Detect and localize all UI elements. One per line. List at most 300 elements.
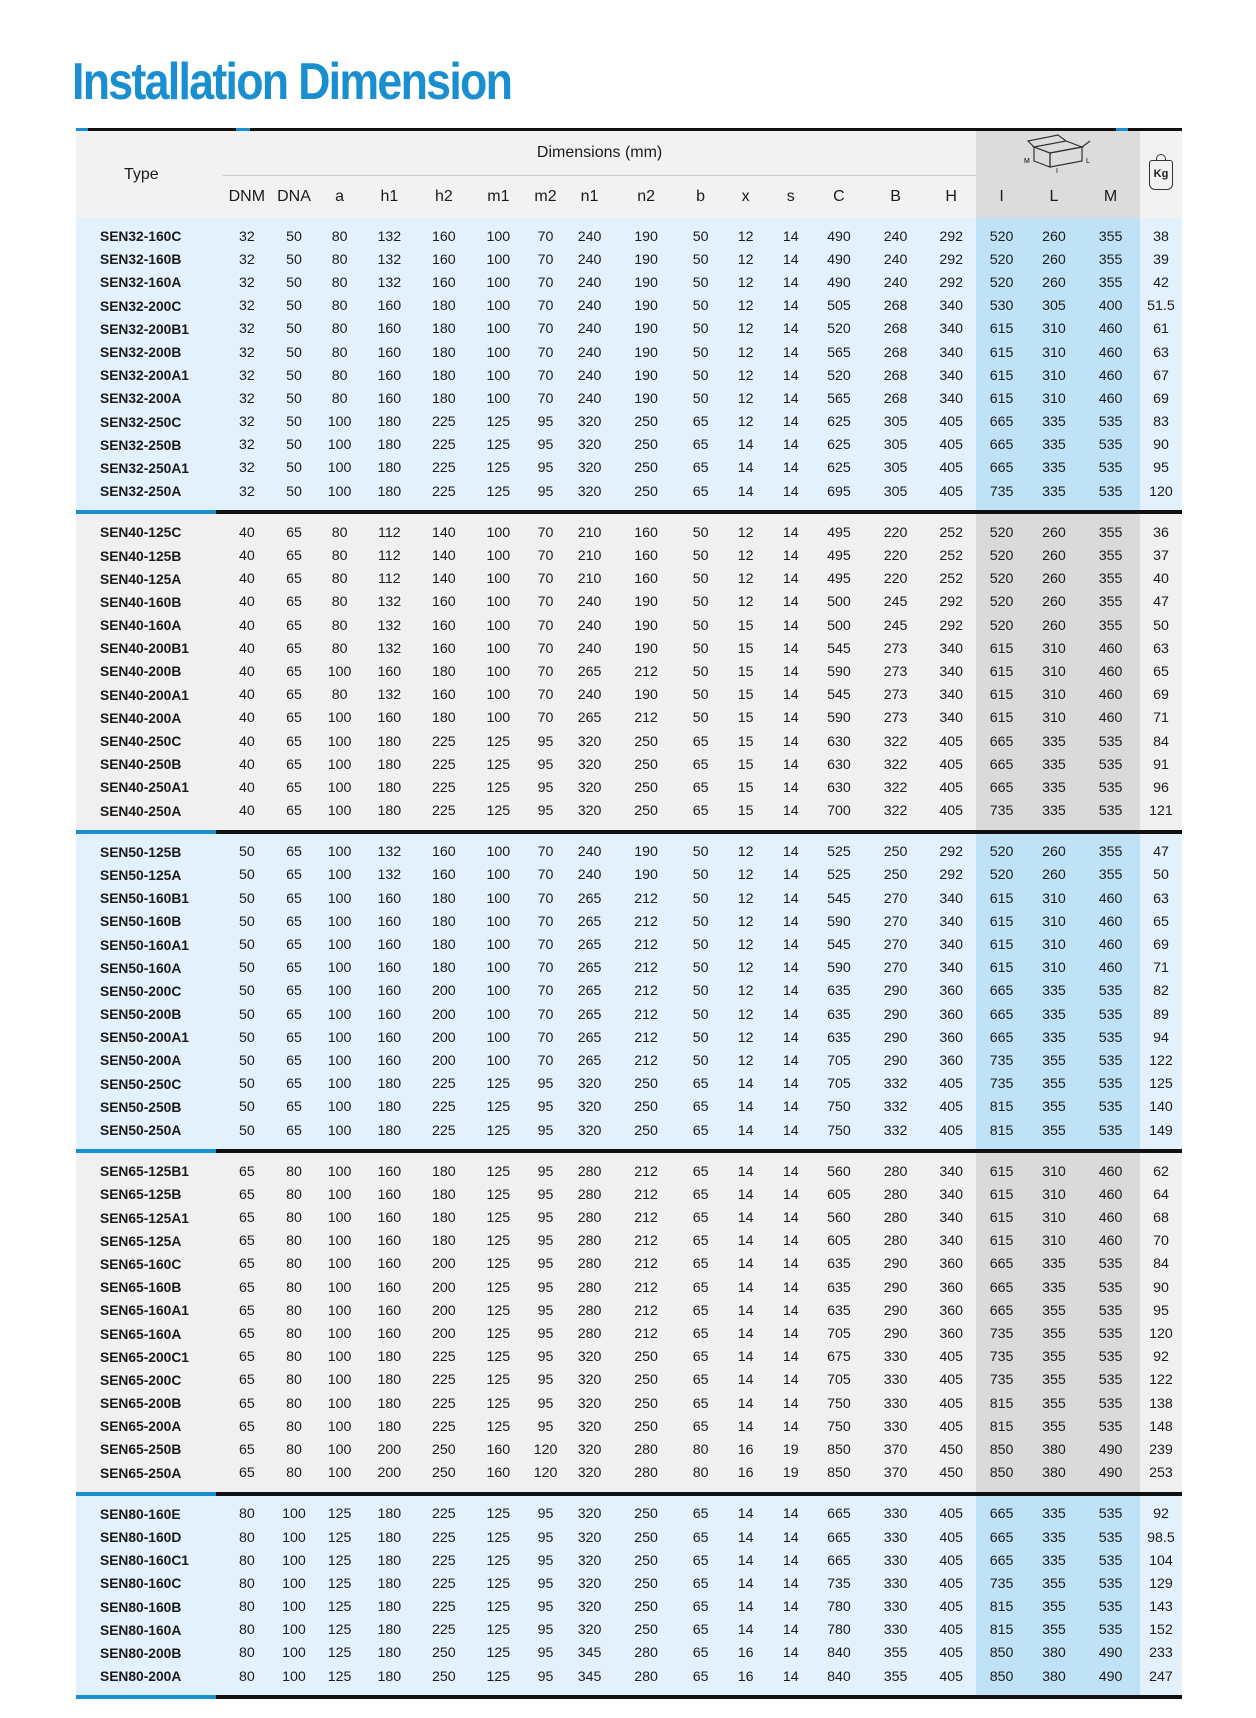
page-title: Installation Dimension: [72, 53, 512, 111]
value-cell: 95: [526, 1346, 566, 1369]
value-cell: 125: [471, 1549, 526, 1572]
value-cell: 780: [813, 1596, 865, 1619]
value-cell: 615: [976, 387, 1026, 410]
value-cell: 190: [614, 614, 679, 637]
type-cell: SEN40-160B: [76, 591, 223, 614]
value-cell: 160: [362, 1049, 417, 1072]
value-cell: 250: [614, 1596, 679, 1619]
value-cell: 70: [526, 684, 566, 707]
value-cell: 32: [223, 218, 271, 248]
value-cell: 70: [526, 514, 566, 544]
value-cell: 250: [417, 1438, 472, 1461]
value-cell: 160: [417, 248, 472, 271]
value-cell: 12: [723, 933, 769, 956]
value-cell: 265: [565, 957, 613, 980]
value-cell: 190: [614, 295, 679, 318]
value-cell: 132: [362, 834, 417, 864]
value-cell: 65: [679, 1230, 723, 1253]
value-cell: 340: [926, 684, 977, 707]
value-cell: 50: [679, 544, 723, 567]
value-cell: 520: [976, 591, 1026, 614]
table-row: [76, 411, 1182, 434]
value-cell: 40: [223, 544, 271, 567]
value-cell: 545: [813, 637, 865, 660]
value-cell: 495: [813, 544, 865, 567]
column-header: x: [723, 176, 769, 219]
value-cell: 100: [317, 980, 362, 1003]
value-cell: 225: [417, 1549, 472, 1572]
value-cell: 50: [679, 660, 723, 683]
value-cell: 405: [926, 800, 977, 830]
table-row: [76, 1026, 1182, 1049]
value-cell: 310: [1027, 933, 1082, 956]
value-cell: 490: [813, 218, 865, 248]
value-cell: 50: [679, 1026, 723, 1049]
value-cell: 132: [362, 248, 417, 271]
table-row: [76, 1665, 1182, 1695]
value-cell: 355: [1027, 1415, 1082, 1438]
value-cell: 320: [565, 776, 613, 799]
value-cell: 65: [223, 1299, 271, 1322]
value-cell: 180: [362, 1346, 417, 1369]
value-cell: 705: [813, 1073, 865, 1096]
value-cell: 80: [223, 1619, 271, 1642]
group-separator: [76, 510, 1182, 514]
value-cell: 735: [976, 480, 1026, 510]
value-cell: 80: [317, 614, 362, 637]
value-cell: 80: [271, 1230, 317, 1253]
value-cell: 160: [362, 1207, 417, 1230]
value-cell: 100: [471, 218, 526, 248]
value-cell: 100: [317, 411, 362, 434]
value-cell: 240: [565, 271, 613, 294]
column-header: h2: [417, 176, 472, 219]
value-cell: 95: [1140, 1299, 1182, 1322]
value-cell: 225: [417, 730, 472, 753]
value-cell: 265: [565, 707, 613, 730]
value-cell: 65: [679, 1496, 723, 1526]
value-cell: 735: [976, 1322, 1026, 1345]
value-cell: 320: [565, 730, 613, 753]
value-cell: 665: [976, 730, 1026, 753]
value-cell: 65: [271, 514, 317, 544]
value-cell: 12: [723, 514, 769, 544]
value-cell: 355: [1081, 614, 1140, 637]
value-cell: 840: [813, 1642, 865, 1665]
value-cell: 98.5: [1140, 1526, 1182, 1549]
type-cell: SEN65-125B1: [76, 1153, 223, 1183]
value-cell: 12: [723, 387, 769, 410]
value-cell: 190: [614, 218, 679, 248]
table-row: [76, 271, 1182, 294]
value-cell: 247: [1140, 1665, 1182, 1695]
value-cell: 95: [526, 1415, 566, 1438]
value-cell: 95: [526, 1096, 566, 1119]
value-cell: 95: [526, 1369, 566, 1392]
value-cell: 125: [317, 1526, 362, 1549]
value-cell: 121: [1140, 800, 1182, 830]
value-cell: 250: [614, 1415, 679, 1438]
value-cell: 460: [1081, 341, 1140, 364]
value-cell: 80: [317, 364, 362, 387]
value-cell: 50: [679, 887, 723, 910]
value-cell: 590: [813, 910, 865, 933]
value-cell: 14: [769, 1299, 813, 1322]
value-cell: 535: [1081, 1346, 1140, 1369]
value-cell: 630: [813, 753, 865, 776]
value-cell: 250: [614, 1549, 679, 1572]
value-cell: 665: [976, 753, 1026, 776]
type-cell: SEN50-125A: [76, 864, 223, 887]
value-cell: 50: [679, 387, 723, 410]
value-cell: 100: [271, 1596, 317, 1619]
value-cell: 80: [317, 684, 362, 707]
value-cell: 490: [1081, 1665, 1140, 1695]
value-cell: 95: [526, 1496, 566, 1526]
value-cell: 160: [362, 980, 417, 1003]
value-cell: 490: [813, 271, 865, 294]
value-cell: 65: [679, 1392, 723, 1415]
value-cell: 380: [1027, 1642, 1082, 1665]
value-cell: 180: [417, 387, 472, 410]
value-cell: 460: [1081, 707, 1140, 730]
value-cell: 80: [317, 591, 362, 614]
value-cell: 100: [317, 1299, 362, 1322]
value-cell: 250: [417, 1462, 472, 1492]
value-cell: 65: [679, 1153, 723, 1183]
value-cell: 65: [679, 1299, 723, 1322]
table-row: [76, 1230, 1182, 1253]
table-row: [76, 1207, 1182, 1230]
table-row: [76, 457, 1182, 480]
value-cell: 14: [769, 753, 813, 776]
type-cell: SEN65-250B: [76, 1438, 223, 1461]
value-cell: 240: [565, 387, 613, 410]
value-cell: 335: [1027, 753, 1082, 776]
value-cell: 320: [565, 1462, 613, 1492]
value-cell: 14: [723, 1207, 769, 1230]
value-cell: 190: [614, 684, 679, 707]
value-cell: 322: [865, 753, 926, 776]
value-cell: 250: [614, 1346, 679, 1369]
value-cell: 250: [614, 800, 679, 830]
value-cell: 14: [723, 1369, 769, 1392]
value-cell: 625: [813, 457, 865, 480]
value-cell: 125: [471, 457, 526, 480]
value-cell: 273: [865, 660, 926, 683]
value-cell: 280: [565, 1183, 613, 1206]
type-cell: SEN40-125B: [76, 544, 223, 567]
value-cell: 250: [614, 1392, 679, 1415]
value-cell: 815: [976, 1119, 1026, 1149]
value-cell: 95: [526, 480, 566, 510]
value-cell: 50: [679, 614, 723, 637]
table-row: [76, 568, 1182, 591]
table-row: [76, 957, 1182, 980]
value-cell: 405: [926, 1369, 977, 1392]
value-cell: 50: [679, 980, 723, 1003]
value-cell: 320: [565, 411, 613, 434]
value-cell: 16: [723, 1665, 769, 1695]
value-cell: 143: [1140, 1596, 1182, 1619]
value-cell: 100: [317, 1153, 362, 1183]
value-cell: 260: [1027, 544, 1082, 567]
value-cell: 180: [362, 434, 417, 457]
value-cell: 100: [317, 1183, 362, 1206]
value-cell: 160: [362, 1003, 417, 1026]
value-cell: 340: [926, 933, 977, 956]
value-cell: 65: [223, 1207, 271, 1230]
value-cell: 100: [317, 1207, 362, 1230]
value-cell: 460: [1081, 684, 1140, 707]
value-cell: 12: [723, 591, 769, 614]
value-cell: 95: [526, 753, 566, 776]
value-cell: 50: [223, 864, 271, 887]
value-cell: 212: [614, 1026, 679, 1049]
value-cell: 125: [471, 1276, 526, 1299]
value-cell: 14: [769, 480, 813, 510]
value-cell: 14: [769, 248, 813, 271]
value-cell: 405: [926, 753, 977, 776]
value-cell: 400: [1081, 295, 1140, 318]
value-cell: 320: [565, 1619, 613, 1642]
value-cell: 65: [679, 1619, 723, 1642]
value-cell: 40: [223, 707, 271, 730]
value-cell: 250: [614, 1096, 679, 1119]
value-cell: 310: [1027, 684, 1082, 707]
value-cell: 268: [865, 387, 926, 410]
value-cell: 535: [1081, 800, 1140, 830]
value-cell: 65: [679, 1346, 723, 1369]
value-cell: 225: [417, 411, 472, 434]
value-cell: 19: [769, 1462, 813, 1492]
type-cell: SEN80-160A: [76, 1619, 223, 1642]
value-cell: 100: [317, 1119, 362, 1149]
value-cell: 405: [926, 480, 977, 510]
value-cell: 520: [976, 568, 1026, 591]
value-cell: 40: [223, 730, 271, 753]
value-cell: 615: [976, 318, 1026, 341]
table-row: [76, 1299, 1182, 1322]
value-cell: 360: [926, 1253, 977, 1276]
value-cell: 160: [362, 364, 417, 387]
value-cell: 240: [565, 591, 613, 614]
value-cell: 14: [723, 1619, 769, 1642]
type-cell: SEN32-250A: [76, 480, 223, 510]
value-cell: 140: [1140, 1096, 1182, 1119]
value-cell: 80: [271, 1462, 317, 1492]
value-cell: 535: [1081, 1619, 1140, 1642]
value-cell: 535: [1081, 1299, 1140, 1322]
value-cell: 100: [317, 457, 362, 480]
column-header: m2: [526, 176, 566, 219]
value-cell: 80: [271, 1369, 317, 1392]
value-cell: 310: [1027, 364, 1082, 387]
value-cell: 280: [614, 1642, 679, 1665]
value-cell: 190: [614, 834, 679, 864]
value-cell: 138: [1140, 1392, 1182, 1415]
value-cell: 250: [614, 411, 679, 434]
value-cell: 120: [526, 1438, 566, 1461]
bottom-rule: [76, 1695, 1182, 1699]
value-cell: 535: [1081, 730, 1140, 753]
value-cell: 14: [769, 684, 813, 707]
value-cell: 530: [976, 295, 1026, 318]
type-cell: SEN65-160A1: [76, 1299, 223, 1322]
value-cell: 320: [565, 1346, 613, 1369]
table-row: [76, 514, 1182, 544]
value-cell: 14: [769, 1392, 813, 1415]
value-cell: 80: [679, 1462, 723, 1492]
value-cell: 260: [1027, 591, 1082, 614]
value-cell: 615: [976, 637, 1026, 660]
value-cell: 125: [471, 1183, 526, 1206]
value-cell: 180: [362, 776, 417, 799]
value-cell: 95: [526, 1276, 566, 1299]
value-cell: 560: [813, 1153, 865, 1183]
value-cell: 335: [1027, 480, 1082, 510]
value-cell: 32: [223, 318, 271, 341]
value-cell: 96: [1140, 776, 1182, 799]
table-row: [76, 434, 1182, 457]
value-cell: 335: [1027, 411, 1082, 434]
value-cell: 355: [1027, 1119, 1082, 1149]
value-cell: 225: [417, 1526, 472, 1549]
value-cell: 212: [614, 1322, 679, 1345]
value-cell: 14: [769, 707, 813, 730]
value-cell: 265: [565, 980, 613, 1003]
value-cell: 14: [723, 1572, 769, 1595]
value-cell: 590: [813, 707, 865, 730]
value-cell: 125: [471, 1207, 526, 1230]
value-cell: 95: [526, 434, 566, 457]
value-cell: 65: [271, 1049, 317, 1072]
value-cell: 615: [976, 364, 1026, 387]
value-cell: 520: [976, 248, 1026, 271]
value-cell: 535: [1081, 434, 1140, 457]
value-cell: 780: [813, 1619, 865, 1642]
value-cell: 260: [1027, 514, 1082, 544]
value-cell: 180: [417, 318, 472, 341]
value-cell: 95: [526, 730, 566, 753]
value-cell: 268: [865, 318, 926, 341]
value-cell: 320: [565, 1392, 613, 1415]
value-cell: 50: [679, 957, 723, 980]
value-cell: 91: [1140, 753, 1182, 776]
value-cell: 149: [1140, 1119, 1182, 1149]
value-cell: 14: [769, 1642, 813, 1665]
value-cell: 200: [417, 1026, 472, 1049]
value-cell: 225: [417, 1619, 472, 1642]
value-cell: 12: [723, 341, 769, 364]
value-cell: 355: [1027, 1369, 1082, 1392]
type-cell: SEN65-200B: [76, 1392, 223, 1415]
value-cell: 490: [1081, 1642, 1140, 1665]
value-cell: 65: [679, 1572, 723, 1595]
value-cell: 310: [1027, 1153, 1082, 1183]
value-cell: 405: [926, 1392, 977, 1415]
value-cell: 212: [614, 887, 679, 910]
value-cell: 65: [223, 1322, 271, 1345]
value-cell: 355: [1027, 1572, 1082, 1595]
value-cell: 220: [865, 514, 926, 544]
column-header-row: [76, 176, 1182, 219]
value-cell: 355: [1027, 1596, 1082, 1619]
value-cell: 340: [926, 387, 977, 410]
value-cell: 160: [362, 1253, 417, 1276]
value-cell: 200: [417, 980, 472, 1003]
table-row: [76, 1596, 1182, 1619]
value-cell: 122: [1140, 1369, 1182, 1392]
value-cell: 695: [813, 480, 865, 510]
value-cell: 160: [362, 957, 417, 980]
value-cell: 225: [417, 1073, 472, 1096]
value-cell: 340: [926, 637, 977, 660]
value-cell: 180: [362, 1619, 417, 1642]
value-cell: 89: [1140, 1003, 1182, 1026]
value-cell: 330: [865, 1392, 926, 1415]
value-cell: 65: [679, 411, 723, 434]
table-row: [76, 910, 1182, 933]
value-cell: 125: [471, 434, 526, 457]
type-cell: SEN40-160A: [76, 614, 223, 637]
value-cell: 520: [976, 271, 1026, 294]
value-cell: 180: [362, 1549, 417, 1572]
value-cell: 14: [769, 1346, 813, 1369]
value-cell: 65: [679, 1642, 723, 1665]
value-cell: 665: [976, 1003, 1026, 1026]
value-cell: 100: [471, 864, 526, 887]
value-cell: 615: [976, 660, 1026, 683]
value-cell: 95: [526, 1322, 566, 1345]
value-cell: 80: [271, 1392, 317, 1415]
value-cell: 14: [769, 568, 813, 591]
value-cell: 160: [417, 218, 472, 248]
value-cell: 100: [471, 544, 526, 567]
value-cell: 14: [769, 1596, 813, 1619]
type-cell: SEN65-200A: [76, 1415, 223, 1438]
value-cell: 100: [317, 1462, 362, 1492]
value-cell: 190: [614, 271, 679, 294]
value-cell: 80: [271, 1276, 317, 1299]
value-cell: 50: [271, 218, 317, 248]
value-cell: 535: [1081, 480, 1140, 510]
value-cell: 152: [1140, 1619, 1182, 1642]
value-cell: 335: [1027, 1526, 1082, 1549]
value-cell: 180: [362, 730, 417, 753]
value-cell: 225: [417, 480, 472, 510]
value-cell: 14: [723, 434, 769, 457]
value-cell: 305: [1027, 295, 1082, 318]
value-cell: 490: [1081, 1462, 1140, 1492]
table-row: [76, 364, 1182, 387]
value-cell: 190: [614, 864, 679, 887]
value-cell: 65: [271, 910, 317, 933]
value-cell: 95: [526, 1619, 566, 1642]
value-cell: 180: [362, 1096, 417, 1119]
value-cell: 250: [614, 1526, 679, 1549]
value-cell: 310: [1027, 887, 1082, 910]
value-cell: 125: [471, 1619, 526, 1642]
value-cell: 280: [614, 1438, 679, 1461]
table-body: [76, 218, 1182, 1699]
column-header: B: [865, 176, 926, 219]
value-cell: 69: [1140, 933, 1182, 956]
value-cell: 14: [769, 1496, 813, 1526]
value-cell: 280: [565, 1207, 613, 1230]
value-cell: 140: [417, 568, 472, 591]
value-cell: 160: [362, 341, 417, 364]
